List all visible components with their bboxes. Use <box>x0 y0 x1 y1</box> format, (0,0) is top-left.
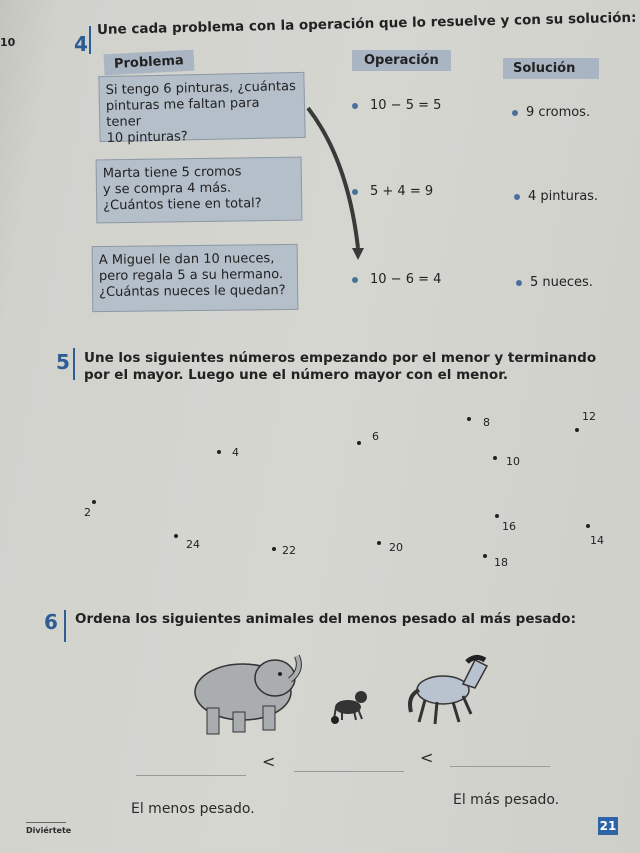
number-dot-label: 18 <box>494 556 508 569</box>
solution-3[interactable] <box>516 275 593 290</box>
problem-line: ¿Cuántos tiene en total? <box>103 196 262 214</box>
exercise-4-instruction: Une cada problema con la operación que lo resuelve y con su solución: <box>96 9 637 38</box>
most-heavy-label: El más pesado. <box>453 792 560 808</box>
number-dot-label: 10 <box>506 455 520 468</box>
problem-box-1 <box>98 72 305 147</box>
connect-dot[interactable] <box>514 194 520 200</box>
number-dot[interactable] <box>483 554 487 558</box>
operation-2[interactable] <box>352 184 433 199</box>
connect-dot[interactable] <box>516 280 522 286</box>
number-dot[interactable] <box>586 524 590 528</box>
solution-text: 4 pinturas. <box>528 189 599 204</box>
operation-1[interactable] <box>352 98 441 113</box>
number-dot[interactable] <box>467 417 471 421</box>
number-dot-label: 8 <box>483 416 490 429</box>
number-dot-label: 16 <box>502 520 516 533</box>
connect-dot[interactable] <box>352 103 358 109</box>
number-dot[interactable] <box>357 441 361 445</box>
problem-line: ¿Cuántas nueces le quedan? <box>99 283 286 301</box>
operation-text: 10 − 6 = 4 <box>370 272 442 287</box>
solution-2[interactable] <box>514 189 598 204</box>
problem-box-3 <box>92 244 299 312</box>
number-dot-label: 12 <box>582 410 596 423</box>
operation-3[interactable] <box>352 272 441 287</box>
number-dot[interactable] <box>575 428 579 432</box>
problem-line: 10 pinturas? <box>106 129 188 147</box>
problem-line: Si tengo 6 pinturas, ¿cuántas <box>105 79 296 99</box>
problem-box-2 <box>96 157 303 224</box>
number-dot-label: 22 <box>282 544 296 557</box>
problem-line: A Miguel le dan 10 nueces, <box>98 251 275 269</box>
exercise-5-instruction <box>84 350 596 384</box>
solution-1[interactable] <box>512 105 590 120</box>
problem-line: y se compra 4 más. <box>102 180 232 198</box>
problem-line: pero regala 5 a su hermano. <box>98 267 284 285</box>
header-solucion: Solución <box>503 58 599 79</box>
solution-text: 9 cromos. <box>526 105 591 120</box>
exercise-5-number: 5 <box>56 350 70 374</box>
answer-blank-3[interactable] <box>450 766 550 767</box>
exercise-6-number: 6 <box>44 610 58 634</box>
less-than-symbol: < <box>420 748 434 767</box>
connect-dot[interactable] <box>352 277 358 283</box>
connect-dot[interactable] <box>512 110 518 116</box>
page-number: 21 <box>599 819 617 833</box>
horse-image <box>405 652 495 727</box>
connect-dot[interactable] <box>352 189 358 195</box>
divider <box>26 822 66 823</box>
number-dot-label: 2 <box>84 506 91 519</box>
answer-blank-2[interactable] <box>294 771 404 772</box>
number-dot[interactable] <box>174 534 178 538</box>
number-dot-label: 6 <box>372 430 379 443</box>
divider <box>73 348 75 380</box>
number-dot-label: 14 <box>590 534 604 547</box>
number-dot[interactable] <box>377 541 381 545</box>
number-dot[interactable] <box>272 547 276 551</box>
number-dot[interactable] <box>495 514 499 518</box>
solution-text: 5 nueces. <box>530 275 593 290</box>
less-than-symbol: < <box>262 752 276 771</box>
exercise-4-number: 4 <box>74 32 88 56</box>
number-dot[interactable] <box>217 450 221 454</box>
header-operacion: Operación <box>352 50 451 71</box>
header-problema: Problema <box>104 50 195 76</box>
problem-line: Marta tiene 5 cromos <box>102 164 242 182</box>
answer-blank-1[interactable] <box>136 775 246 776</box>
cat-image <box>328 685 373 725</box>
number-dot[interactable] <box>493 456 497 460</box>
margin-mark: 10 <box>0 36 16 49</box>
number-dot-label: 20 <box>389 541 403 554</box>
problem-line: pinturas me faltan para tener <box>105 95 260 131</box>
operation-text: 5 + 4 = 9 <box>370 184 434 199</box>
least-heavy-label: El menos pesado. <box>131 801 255 817</box>
number-dot[interactable] <box>92 500 96 504</box>
instruction-line: Une los siguientes números empezando por el menor y terminando <box>84 350 597 366</box>
footer-brand: Diviértete <box>26 826 72 835</box>
number-dot-label: 24 <box>186 538 200 551</box>
operation-text: 10 − 5 = 5 <box>370 98 442 113</box>
exercise-6-instruction: Ordena los siguientes animales del menos pesado al más pesado: <box>75 611 576 627</box>
divider <box>64 610 66 642</box>
elephant-image <box>185 650 310 740</box>
number-dot-label: 4 <box>232 446 239 459</box>
instruction-line: por el mayor. Luego une el número mayor con el menor. <box>84 367 509 383</box>
divider <box>89 26 91 54</box>
